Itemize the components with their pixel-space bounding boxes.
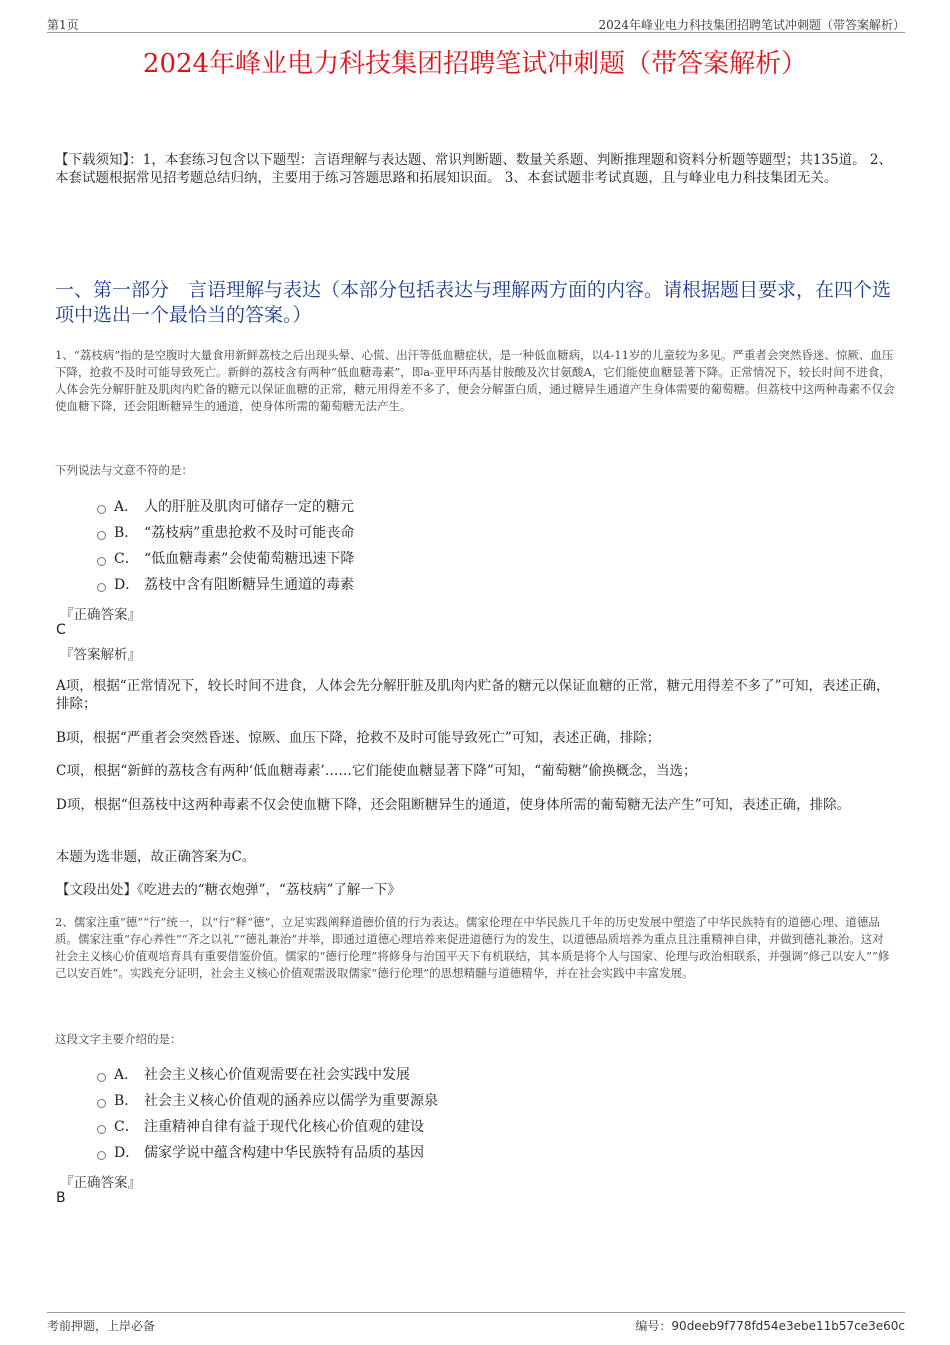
radio-icon[interactable]: [97, 531, 106, 540]
option-d[interactable]: D． 荔枝中含有阻断糖异生通道的毒素: [97, 571, 354, 597]
question-2-options: [97, 1061, 438, 1165]
analysis-c: C项，根据“新鲜的荔枝含有两种‘低血糖毒素’……它们能使血糖显著下降”可知，“葡萄糖”偷换概念，当选；: [56, 763, 697, 779]
page-footer: [47, 1312, 905, 1333]
page-number: 第1页: [47, 18, 79, 32]
option-c[interactable]: C． 注重精神自律有益于现代化核心价值观的建设: [97, 1113, 438, 1139]
answer-value: C: [56, 622, 66, 638]
radio-icon[interactable]: [97, 1073, 106, 1082]
answer-label: 『正确答案』: [60, 607, 141, 623]
question-1-prompt: 下列说法与文意不符的是：: [55, 463, 193, 477]
page-header: [47, 14, 905, 33]
radio-icon[interactable]: [97, 1125, 106, 1134]
answer-label: 『正确答案』: [60, 1175, 141, 1191]
answer-value: B: [56, 1190, 66, 1206]
footer-code: 编号：90deeb9f778fd54e3ebe11b57ce3e60c: [635, 1319, 905, 1333]
question-2-text: 2、儒家注重“德”“行”统一，以“行”释“德”，立足实践阐释道德价值的行为表达。儒家伦理在中华民族几千年的历史发展中塑造了中华民族特有的道德心理、道德品质。儒家注重“存心养性”“齐之以礼”“德礼兼治”并举，即通过道德心理培养来促进道德行为的发生，以道德品质培养为重点且注重精神自律，并做到德礼兼治。这对社会主义核心价值观培育具有重要借鉴价值。儒家的“德行伦理”将修身与治国平天下有机联结，其本质是将个人与国家、伦理与政治相联系，并强调“修己以安人”“修己以安百姓”。实践充分证明，社会主义核心价值观需汲取儒家“德行伦理”的思想精髓与道德精华，并在社会实践中丰富发展。: [55, 915, 890, 980]
option-a[interactable]: A． 人的肝脏及肌肉可储存一定的糖元: [97, 493, 354, 519]
source-note: 【文段出处】《吃进去的“糖衣炮弹”，“荔枝病”了解一下》: [56, 882, 401, 898]
footer-slogan: 考前押题，上岸必备: [47, 1319, 156, 1333]
analysis-d: D项，根据“但荔枝中这两种毒素不仅会使血糖下降，还会阻断糖异生的通道，使身体所需的葡萄糖无法产生”可知，表述正确，排除。: [56, 797, 851, 813]
option-b[interactable]: B． 社会主义核心价值观的涵养应以儒学为重要源泉: [97, 1087, 438, 1113]
download-notice: 【下载须知】：1，本套练习包含以下题型：言语理解与表达题、常识判断题、数量关系题、判断推理题和资料分析题等题型；共135道。 2、本套试题根据常见招考题总结归纳，主要用于练习答题思路和拓展知识面。 3、本套试题非考试真题，且与峰业电力科技集团无关。: [55, 152, 892, 186]
header-doc-title: 2024年峰业电力科技集团招聘笔试冲刺题（带答案解析）: [598, 18, 905, 32]
option-a[interactable]: A． 社会主义核心价值观需要在社会实践中发展: [97, 1061, 438, 1087]
analysis-b: B项，根据“严重者会突然昏迷、惊厥、血压下降，抢救不及时可能导致死亡”可知，表述正确，排除；: [56, 730, 661, 746]
option-c[interactable]: C． “低血糖毒素”会使葡萄糖迅速下降: [97, 545, 354, 571]
radio-icon[interactable]: [97, 557, 106, 566]
radio-icon[interactable]: [97, 1151, 106, 1160]
radio-icon[interactable]: [97, 1099, 106, 1108]
analysis-a: A项，根据“正常情况下，较长时间不进食，人体会先分解肝脏及肌肉内贮备的糖元以保证血糖的正常，糖元用得差不多了”可知，表述正确，排除；: [56, 678, 890, 712]
analysis-label: 『答案解析』: [60, 647, 141, 663]
radio-icon[interactable]: [97, 505, 106, 514]
question-1-text: 1、“荔枝病”指的是空腹时大量食用新鲜荔枝之后出现头晕、心慌、出汗等低血糖症状，是一种低血糖病，以4-11岁的儿童较为多见。严重者会突然昏迷、惊厥、血压下降，抢救不及时可能导致死亡。新鲜的荔枝含有两种“低血糖毒素”，即a-亚甲环丙基甘胺酸及次甘氨酸A，它们能使血糖显著下降。正常情况下，较长时间不进食，人体会先分解肝脏及肌肉内贮备的糖元以保证血糖的正常，糖元用得差不多了，便会分解蛋白质，通过糖异生通道产生身体需要的葡萄糖。但荔枝中这两种毒素不仅会使血糖下降，还会阻断糖异生的通道，使身体所需的葡萄糖无法产生。: [55, 348, 895, 413]
section-heading: 一、第一部分 言语理解与表达（本部分包括表达与理解两方面的内容。请根据题目要求，在四个选项中选出一个最恰当的答案。）: [55, 279, 892, 326]
option-b[interactable]: B． “荔枝病”重患抢救不及时可能丧命: [97, 519, 354, 545]
page-title: 2024年峰业电力科技集团招聘笔试冲刺题（带答案解析）: [142, 49, 808, 79]
question-1-options: [97, 493, 354, 597]
radio-icon[interactable]: [97, 583, 106, 592]
option-d[interactable]: D． 儒家学说中蕴含构建中华民族特有品质的基因: [97, 1139, 438, 1165]
question-2-prompt: 这段文字主要介绍的是：: [55, 1032, 182, 1046]
analysis-conclusion: 本题为选非题，故正确答案为C。: [56, 849, 256, 865]
